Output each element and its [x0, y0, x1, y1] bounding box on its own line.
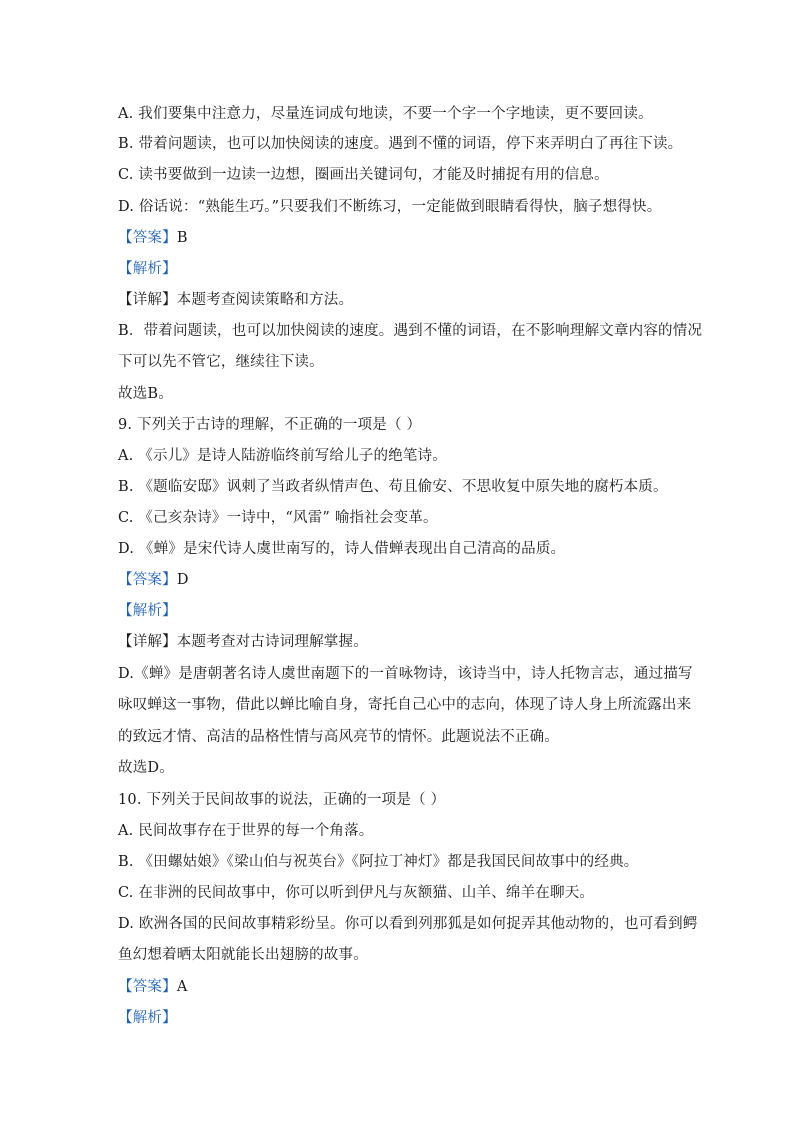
option-line: A. 我们要集中注意力，尽量连词成句地读，不要一个字一个字地读，更不要回读。 — [118, 106, 653, 122]
option-line: A. 民间故事存在于世界的每一个角落。 — [118, 823, 374, 839]
analysis-tag: 【解析】 — [118, 1010, 177, 1026]
analysis-line — [118, 259, 177, 279]
detail-line: 下可以先不管它，继续往下读。 — [118, 354, 324, 370]
answer-line — [118, 977, 187, 997]
detail-line: 咏叹蝉这一事物，借此以蝉比喻自身，寄托自己心中的志向，体现了诗人身上所流露出来 — [118, 697, 692, 713]
detail-line: 【详解】本题考查对古诗词理解掌握。 — [118, 634, 368, 650]
option-line: B. 《田螺姑娘》《梁山伯与祝英台》《阿拉丁神灯》都是我国民间故事中的经典。 — [118, 854, 639, 870]
answer-value: D — [176, 572, 189, 588]
analysis-line — [118, 1008, 177, 1028]
option-line: D. 俗话说：“熟能生巧。”只要我们不断练习，一定能做到眼睛看得快，脑子想得快。 — [118, 199, 662, 215]
answer-line — [118, 228, 188, 248]
question-line: 10. 下列关于民间故事的说法，正确的一项是（ ） — [118, 792, 446, 808]
answer-tag: 【答案】 — [118, 572, 177, 588]
option-line: D. 《蝉》是宋代诗人虞世南写的，诗人借蝉表现出自己清高的品质。 — [118, 541, 566, 557]
answer-value: A — [176, 979, 188, 995]
option-line: B. 带着问题读，也可以加快阅读的速度。遇到不懂的词语，停下来弄明白了再往下读。 — [118, 136, 683, 152]
option-line: D. 欧洲各国的民间故事精彩纷呈。你可以看到列那狐是如何捉弄其他动物的，也可看到鳄 — [118, 916, 698, 932]
answer-tag: 【答案】 — [118, 979, 177, 995]
option-line: 鱼幻想着晒太阳就能长出翅膀的故事。 — [118, 947, 368, 963]
option-line: B. 《题临安邸》讽刺了当政者纵情声色、苟且偷安、不思收复中原失地的腐朽本质。 — [118, 479, 668, 495]
detail-line: 【详解】本题考查阅读策略和方法。 — [118, 292, 354, 308]
option-line: A. 《示儿》是诗人陆游临终前写给儿子的绝笔诗。 — [118, 448, 447, 464]
option-line: C. 《己亥杂诗》一诗中，“风雷” 喻指社会变革。 — [118, 510, 438, 526]
answer-value: B — [176, 230, 188, 246]
question-line: 9. 下列关于古诗的理解，不正确的一项是（ ） — [118, 417, 422, 433]
detail-line: D.《蝉》是唐朝著名诗人虞世南题下的一首咏物诗，该诗当中，诗人托物言志，通过描写 — [118, 666, 693, 682]
analysis-tag: 【解析】 — [118, 261, 177, 277]
option-line: C. 读书要做到一边读一边想，圈画出关键词句，才能及时捕捉有用的信息。 — [118, 167, 609, 183]
conclusion-line: 故选D。 — [118, 760, 174, 776]
detail-line: 的致远才情、高洁的品格性情与高风亮节的情怀。此题说法不正确。 — [118, 729, 559, 745]
conclusion-line: 故选B。 — [118, 386, 173, 402]
analysis-line — [118, 601, 177, 621]
answer-tag: 【答案】 — [118, 230, 177, 246]
answer-line — [118, 570, 189, 590]
detail-line: B．带着问题读，也可以加快阅读的速度。遇到不懂的词语，在不影响理解文章内容的情况 — [118, 323, 703, 339]
option-line: C. 在非洲的民间故事中，你可以听到伊凡与灰额猫、山羊、绵羊在聊天。 — [118, 885, 595, 901]
analysis-tag: 【解析】 — [118, 603, 177, 619]
